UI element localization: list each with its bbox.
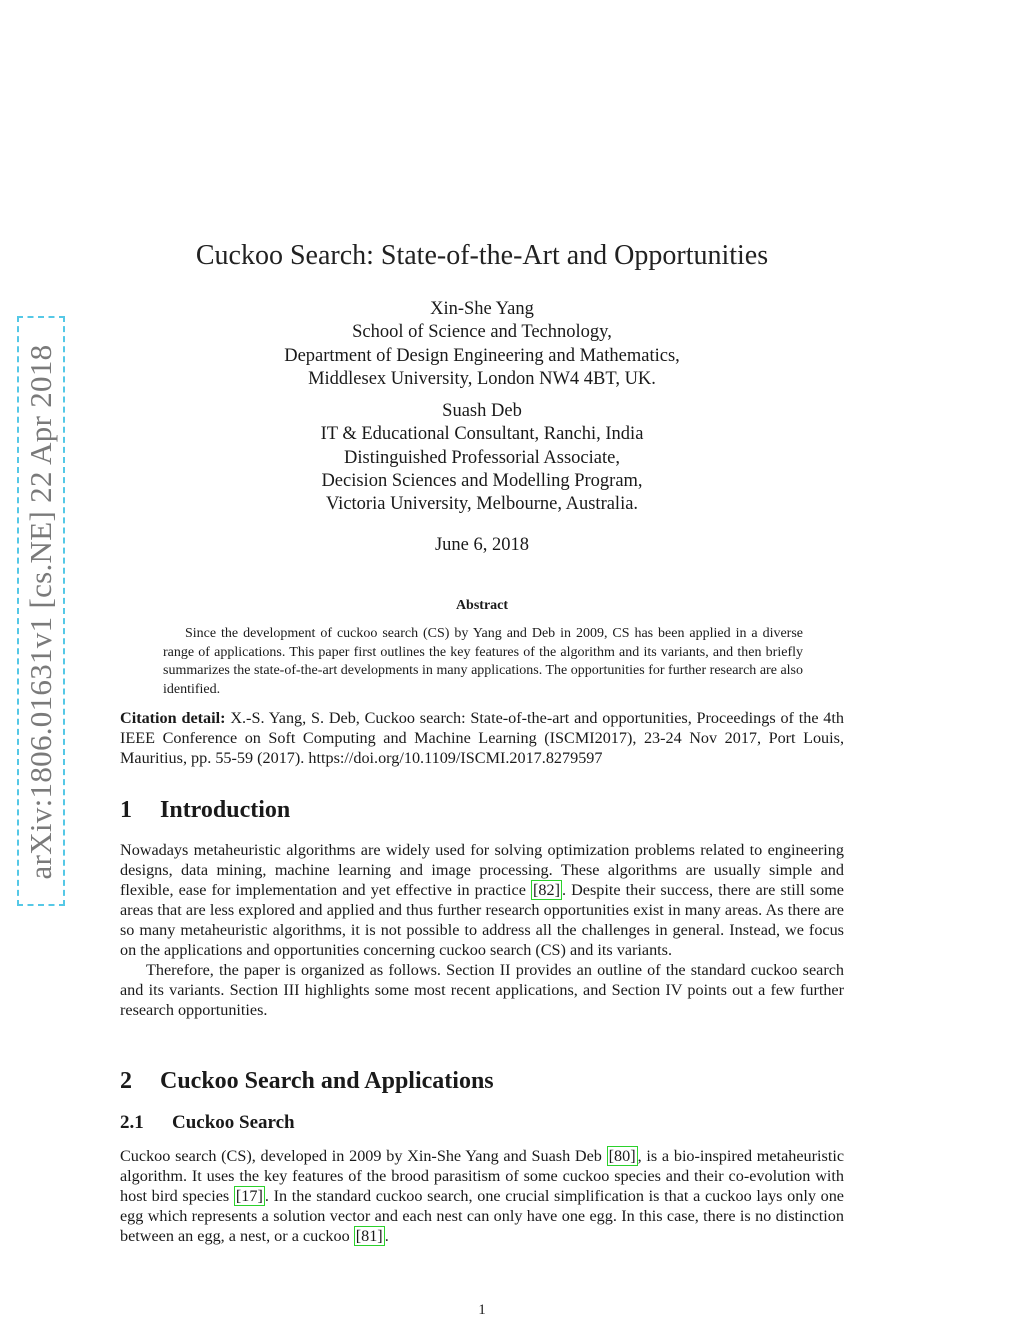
section-heading-introduction [120,797,290,824]
arxiv-identifier[interactable]: arXiv:1806.01631v1 [cs.NE] 22 Apr 2018 [23,344,58,880]
author-1-name: Xin-She Yang [430,299,534,319]
author-2-affiliation: Distinguished Professorial Associate, [344,447,620,468]
subsection-title: Cuckoo Search [172,1112,295,1133]
author-2-affiliation: Decision Sciences and Modelling Program, [321,471,643,492]
abstract-text: Since the development of cuckoo search (CS) by Yang and Deb in 2009, CS has been applied in a diverse range of applications. This paper first outlines the key features of the algorithm and its variants, and then briefly summarizes the state-of-the-art developments in many applications. The opportunities for further research are also identified. [163,626,803,697]
section-number: 2 [120,1068,132,1094]
author-2-affiliation: Victoria University, Melbourne, Australia. [325,494,639,515]
section-title: Introduction [160,797,291,823]
section-number: 1 [120,797,132,823]
citation-detail [120,708,844,768]
author-1-affiliation: Department of Design Engineering and Mathematics, [284,345,680,366]
paragraph: Therefore, the paper is organized as follows. Section II provides an outline of the standard cuckoo search and its variants. Section III highlights some most recent applications, and Section IV points out a few further research opportunities. [120,961,844,1019]
citation-label: Citation detail: [120,709,226,727]
subsection-number: 2.1 [120,1112,144,1133]
citation-text: X.-S. Yang, S. Deb, Cuckoo search: State-of-the-art and opportunities, Proceedings of the 4th IEEE Conference on Soft Computing and Machine Learning (ISCMI2017), 23-24 Nov 2017, Port Louis, Mauritius, pp. 55-59 (2017). https://doi.org/10.1109/ISCMI.2017.8279597 [120,709,844,767]
citation-link[interactable]: [80] [608,1147,636,1165]
introduction-body [120,840,844,1020]
paragraph: Nowadays metaheuristic algorithms are widely used for solving optimization problems related to engineering designs, data mining, machine learning and image processing. These algorithms are usually simple and flexible, ease for implementation and yet effective in practice [82] . Despite their success, there are still some areas that are less explored and applied and thus further research opportunities exist in many areas. As there are so many metaheuristic algorithms, it is not possible to address all the challenges in general. Instead, we focus on the applications and opportunities concerning cuckoo search (CS) and its variants. [120,841,844,959]
section-heading-cuckoo-search-applications [120,1068,494,1095]
author-1-affiliation: School of Science and Technology, [352,322,612,343]
author-2-affiliation: IT & Educational Consultant, Ranchi, India [320,424,644,445]
citation-link[interactable]: [82] [533,881,560,899]
abstract-heading: Abstract [455,598,509,613]
subsection-heading-cuckoo-search [120,1112,295,1134]
author-2-name: Suash Deb [442,401,522,422]
paragraph: Cuckoo search (CS), developed in 2009 by Xin-She Yang and Suash Deb [80] , is a bio-inspired metaheuristic algorithm. It uses the key features of the brood parasitism of some cuckoo species and their co-evolution with host bird species [17] . In the standard cuckoo search, one crucial simplification is that a cuckoo lays only one egg which represents a solution vector and each nest can only have one egg. In this case, there is no distinction between an egg, a nest, or a cuckoo [81] . [120,1147,845,1245]
cuckoo-search-body [120,1146,844,1246]
citation-link[interactable]: [81] [355,1227,383,1245]
section-title: Cuckoo Search and Applications [160,1068,494,1094]
citation-link[interactable]: [17] [235,1187,263,1205]
author-1-affiliation: Middlesex University, London NW4 4BT, UK. [308,368,656,389]
page-number: 1 [478,1302,486,1318]
paper-date: June 6, 2018 [434,535,530,555]
author-block [0,298,964,517]
paper-title: Cuckoo Search: State-of-the-Art and Opportunities [195,240,769,271]
